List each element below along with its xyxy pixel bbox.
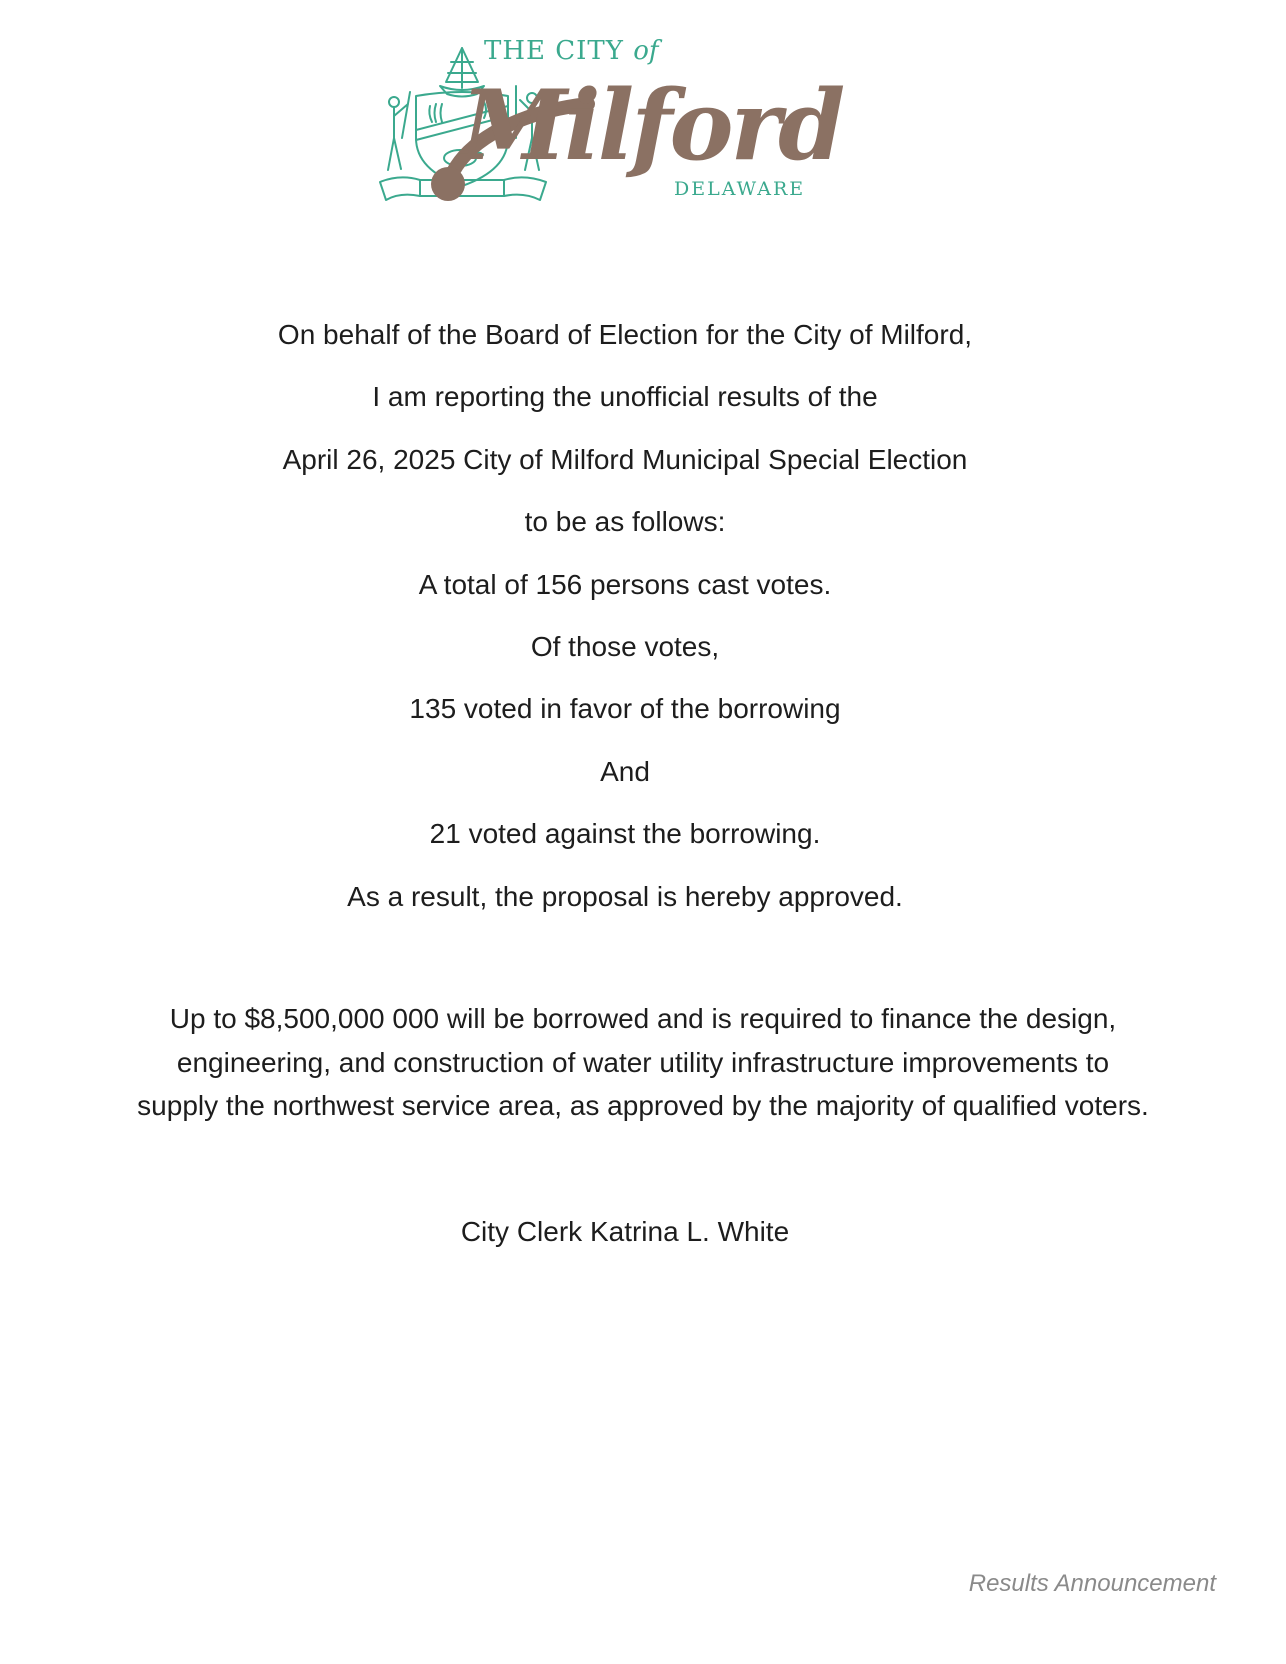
paragraph-line: engineering, and construction of water utility infrastructure improvements to (176, 1046, 1110, 1078)
paragraph-line: supply the northwest service area, as approved by the majority of qualified voters. (137, 1090, 1149, 1121)
announcement-line: to be as follows: (524, 506, 726, 538)
announcement-line: April 26, 2025 City of Milford Municipal Special Election (282, 443, 968, 475)
borrowing-paragraph (58, 997, 1228, 1128)
announcement-line: A total of 156 persons cast votes. (418, 568, 832, 600)
announcement-line: 21 voted against the borrowing. (429, 818, 821, 850)
announcement-line: And (600, 755, 650, 787)
announcement-lines (0, 304, 1250, 928)
paragraph-line: Up to $8,500,000 000 will be borrowed and is required to finance the design, (169, 1003, 1117, 1034)
logo-of-text: of (633, 36, 659, 66)
announcement-line: As a result, the proposal is hereby approved. (347, 880, 903, 912)
city-of-milford-logo (358, 36, 843, 236)
announcement-line: On behalf of the Board of Election for the City of Milford, (277, 319, 973, 350)
signature-line: City Clerk Katrina L. White (460, 1216, 790, 1247)
announcement-line: 135 voted in favor of the borrowing (409, 693, 841, 725)
footer-label: Results Announcement (968, 1570, 1216, 1597)
announcement-line: Of those votes, (530, 631, 720, 663)
logo-state-label: DELAWARE (674, 178, 806, 200)
logo-wordmark: Milford (461, 69, 843, 182)
announcement-line: I am reporting the unofficial results of the (372, 381, 878, 413)
logo-the-city-text: THE CITY (484, 36, 624, 66)
logo-city-prefix (484, 36, 658, 66)
